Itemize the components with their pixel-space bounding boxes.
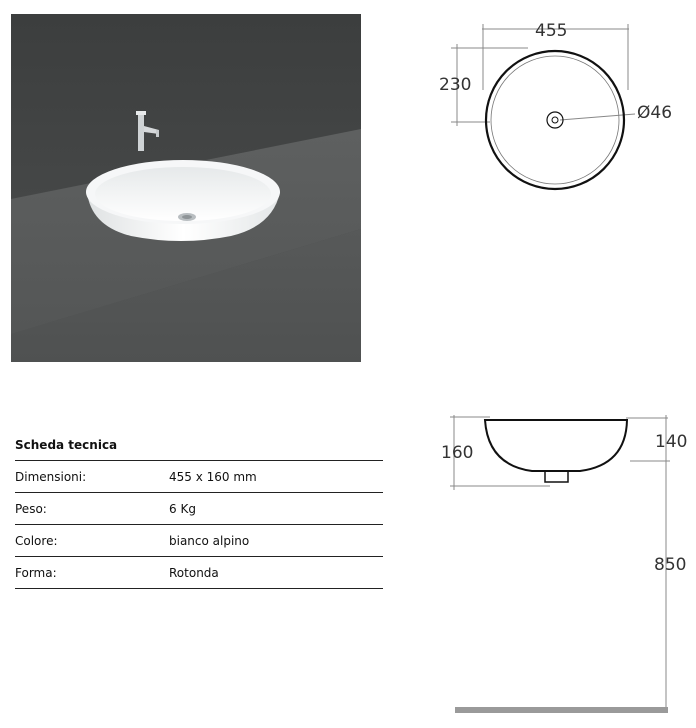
basin-inner-top <box>491 56 619 184</box>
spec-value: 455 x 160 mm <box>169 469 257 484</box>
basin-profile-side <box>485 420 627 471</box>
mount-height-label: 850 <box>654 555 687 575</box>
spec-value: Rotonda <box>169 565 219 580</box>
spec-row-dimensions <box>15 461 383 493</box>
spec-row-shape <box>15 557 383 589</box>
basin <box>86 160 280 241</box>
spec-row-weight <box>15 493 383 525</box>
spec-value: 6 Kg <box>169 501 196 516</box>
spec-label: Colore: <box>15 533 58 548</box>
basin-outline-top <box>486 51 624 189</box>
inner-height-label: 140 <box>655 432 688 452</box>
width-dimension-label: 455 <box>535 21 568 41</box>
spec-sheet-title: Scheda tecnica <box>15 434 383 461</box>
spec-value: bianco alpino <box>169 533 250 548</box>
spec-label: Peso: <box>15 501 47 516</box>
drain-diameter-label: Ø46 <box>637 103 673 123</box>
half-dimension-label: 230 <box>439 75 472 95</box>
drain-profile-side <box>545 471 568 482</box>
height-dimension-label: 160 <box>441 443 474 463</box>
top-view-drawing <box>430 10 690 210</box>
side-view-drawing <box>430 405 696 728</box>
drain-center <box>552 117 558 123</box>
countertop-line <box>455 707 668 713</box>
spec-row-color <box>15 525 383 557</box>
spec-label: Dimensioni: <box>15 469 87 484</box>
spec-sheet <box>15 434 383 589</box>
product-photo <box>11 14 361 362</box>
spec-label: Forma: <box>15 565 57 580</box>
